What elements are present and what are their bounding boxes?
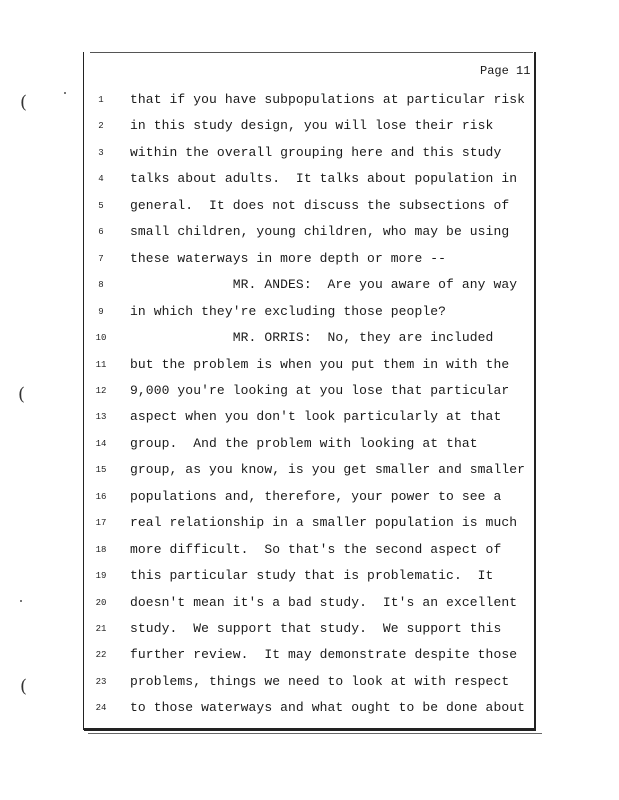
line-text: group. And the problem with looking at that	[130, 435, 478, 451]
line-number: 7	[98, 253, 104, 264]
line-text: real relationship in a smaller population is much	[130, 515, 518, 531]
line-number: 5	[98, 200, 104, 211]
line-number: 13	[95, 412, 107, 423]
line-text: more difficult. So that's the second aspect of	[130, 541, 502, 557]
line-number: 1	[98, 95, 104, 105]
line-number: 20	[95, 597, 107, 608]
line-number: 17	[95, 518, 107, 529]
hole-punch-mark-top: (	[20, 92, 28, 113]
line-number: 2	[98, 121, 104, 132]
hole-punch-mark-bottom: (	[20, 676, 28, 697]
line-number: 3	[98, 147, 104, 158]
line-number: 10	[95, 333, 107, 344]
line-text: within the overall grouping here and this study	[130, 144, 502, 160]
line-number: 9	[98, 306, 104, 317]
line-number: 14	[95, 438, 107, 449]
line-text: problems, things we need to look at with respect	[130, 673, 510, 689]
page-number: Page 11	[480, 64, 531, 78]
line-text: small children, young children, who may be using	[130, 224, 510, 240]
line-text: that if you have subpopulations at particular risk	[130, 92, 526, 107]
line-text: group, as you know, is you get smaller and smaller	[130, 462, 526, 478]
line-text: MR. ANDES: Are you aware of any way	[130, 277, 518, 293]
line-number: 21	[95, 624, 107, 634]
line-text: this particular study that is problematic. It	[130, 568, 494, 584]
line-number: 16	[95, 491, 107, 502]
top-rule	[90, 52, 533, 53]
line-text: 9,000 you're looking at you lose that particular	[130, 382, 510, 398]
line-text: further review. It may demonstrate despite those	[130, 647, 518, 663]
line-text: populations and, therefore, your power to see a	[130, 488, 502, 504]
line-text: MR. ORRIS: No, they are included	[130, 330, 494, 346]
line-number: 15	[95, 465, 107, 476]
line-text: doesn't mean it's a bad study. It's an excellent	[130, 594, 518, 610]
line-text: general. It does not discuss the subsections of	[130, 197, 510, 213]
line-text: these waterways in more depth or more --	[130, 250, 447, 266]
hole-punch-mark-middle: (	[18, 384, 26, 405]
bottom-rule-shadow	[88, 733, 542, 734]
line-number: 12	[95, 385, 107, 396]
bottom-rule	[84, 728, 536, 731]
line-text: talks about adults. It talks about population in	[130, 171, 518, 187]
line-text: study. We support that study. We support this	[130, 621, 502, 636]
line-text: in which they're excluding those people?	[130, 303, 447, 319]
line-number: 18	[95, 544, 107, 555]
line-number: 4	[98, 174, 104, 185]
line-text: but the problem is when you put them in with the	[130, 356, 510, 372]
scan-speck	[64, 92, 66, 94]
line-text: aspect when you don't look particularly at that	[130, 409, 502, 425]
line-number: 19	[95, 571, 107, 582]
line-text: to those waterways and what ought to be done about	[130, 700, 526, 716]
line-number: 6	[98, 227, 104, 238]
line-number: 8	[98, 280, 104, 291]
line-number: 23	[95, 676, 107, 687]
line-number: 22	[95, 650, 107, 661]
line-number: 24	[95, 703, 107, 714]
scan-speck	[20, 600, 22, 602]
line-text: in this study design, you will lose their risk	[130, 118, 494, 134]
line-number: 11	[95, 359, 107, 370]
